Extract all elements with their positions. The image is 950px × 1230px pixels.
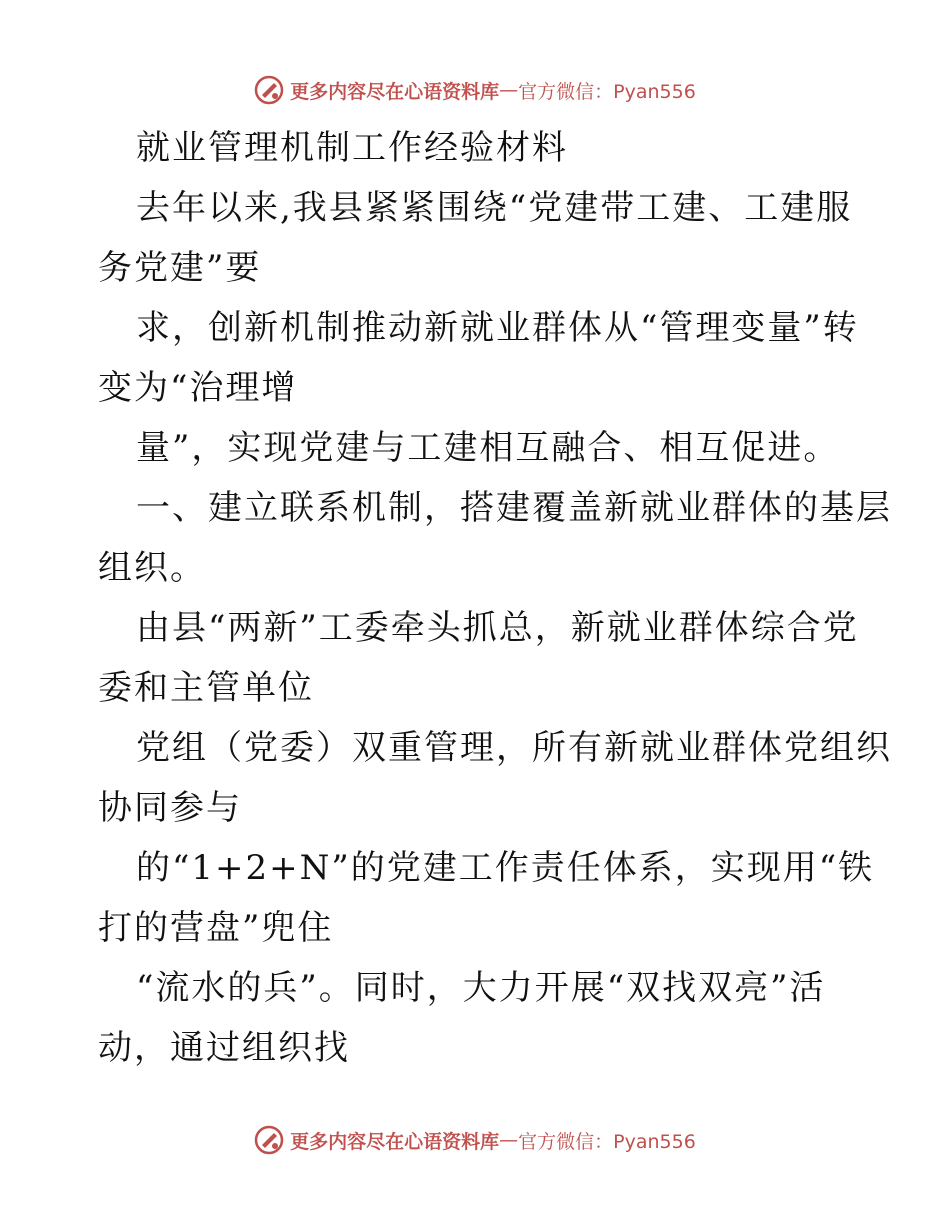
- paragraph-line: 党组（党委）双重管理，所有新就业群体党组织: [136, 728, 892, 768]
- watermark-logo-icon: [254, 1125, 284, 1155]
- watermark-separator: —: [499, 1129, 519, 1151]
- watermark-contact: 官方微信：Pyan556: [518, 1130, 696, 1153]
- paragraph-line: 由县“两新”工委牵头抓总，新就业群体综合党: [136, 608, 859, 648]
- watermark-logo-icon: [254, 75, 284, 105]
- paragraph-line: 委和主管单位: [98, 668, 314, 708]
- paragraph-line: 变为“治理增: [98, 368, 298, 408]
- watermark-separator: —: [499, 79, 519, 101]
- paragraph-line: 求，创新机制推动新就业群体从“管理变量”转: [136, 308, 859, 348]
- paragraph-line: 的“1+2+N”的党建工作责任体系，实现用“铁: [136, 848, 875, 888]
- paragraph-line: 去年以来,我县紧紧围绕“党建带工建、工建服: [136, 188, 853, 228]
- paragraph-line: 组织。: [98, 548, 206, 588]
- paragraph-line: 务党建”要: [98, 248, 262, 288]
- section-heading: 一、建立联系机制，搭建覆盖新就业群体的基层: [136, 488, 892, 528]
- watermark-brand: 更多内容尽在心语资料库: [290, 1130, 500, 1153]
- watermark-contact: 官方微信：Pyan556: [518, 80, 696, 103]
- paragraph-line: 打的营盘”兜住: [98, 908, 334, 948]
- paragraph-line: 量”，实现党建与工建相互融合、相互促进。: [136, 428, 840, 468]
- paragraph-line: “流水的兵”。同时，大力开展“双找双亮”活: [136, 968, 826, 1008]
- header-watermark: [0, 72, 950, 108]
- paragraph-line: 协同参与: [98, 788, 242, 828]
- paragraph-line: 动，通过组织找: [98, 1028, 350, 1068]
- watermark-brand: 更多内容尽在心语资料库: [290, 80, 500, 103]
- footer-watermark: [0, 1122, 950, 1158]
- document-body: [98, 118, 892, 1078]
- document-title: 就业管理机制工作经验材料: [136, 128, 568, 168]
